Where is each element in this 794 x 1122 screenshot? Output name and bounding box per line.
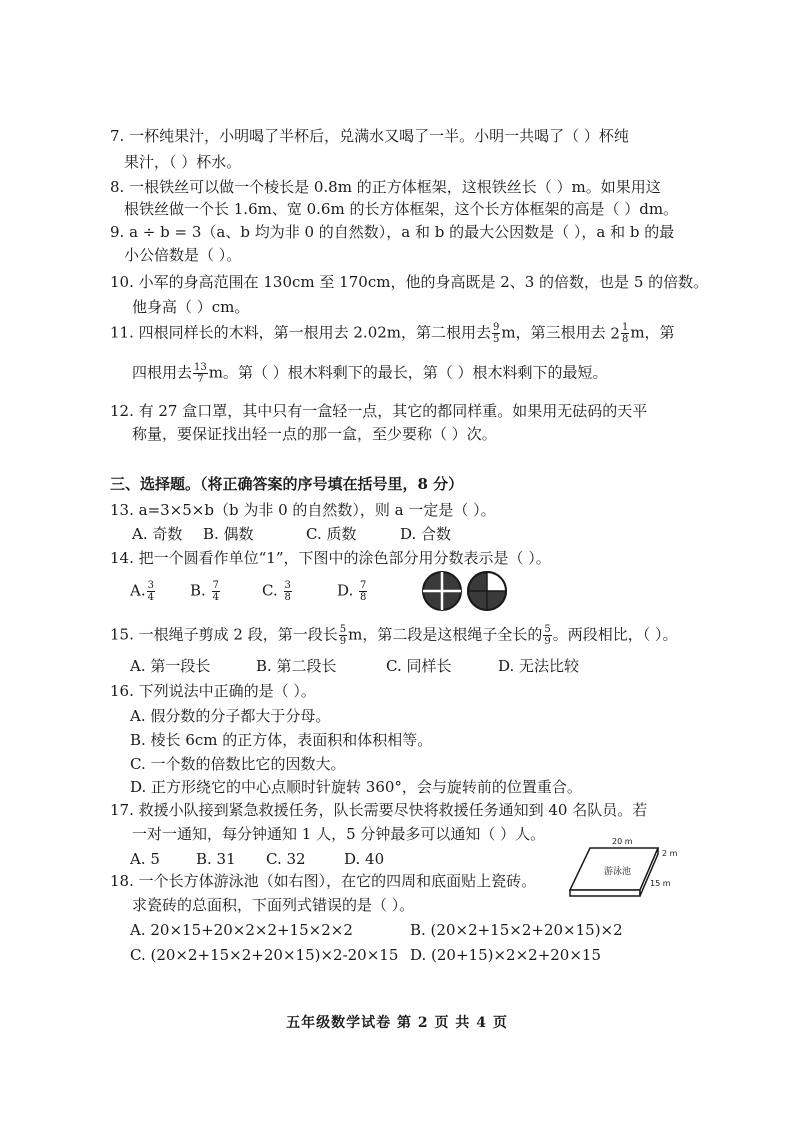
q8-line1: 8. 一根铁丝可以做一个棱长是 0.8m 的正方体框架，这根铁丝长（ ）m。如果用这 xyxy=(110,178,661,196)
fraction-denominator: 8 xyxy=(621,334,629,345)
q11-text-e: m。第（ ）根木料剩下的最长，第（ ）根木料剩下的最短。 xyxy=(208,363,608,382)
q14-stem: 14. 把一个圆看作单位“1”，下图中的涂色部分用分数表示是（ ）。 xyxy=(110,549,551,567)
option-label: C. xyxy=(262,581,278,600)
pool-label: 游泳池 xyxy=(604,867,632,877)
q16-option-d: D. 正方形绕它的中心点顺时针旋转 360°，会与旋转前的位置重合。 xyxy=(130,778,582,796)
q15-text-a: 15. 一根绳子剪成 2 段，第一段长 xyxy=(110,625,338,644)
q17-line2: 一对一通知，每分钟通知 1 人，5 分钟最多可以通知（ ）人。 xyxy=(132,825,546,843)
q18-line2: 求瓷砖的总面积，下面列式错误的是（ ）。 xyxy=(132,896,415,914)
q15-fraction-2 xyxy=(543,624,551,647)
q15-option-c: C. 同样长 xyxy=(386,657,452,675)
fraction-numerator: 13 xyxy=(194,362,207,373)
fraction-denominator: 8 xyxy=(360,592,367,603)
q7-line2: 果汁，（ ）杯水。 xyxy=(124,153,242,171)
option-fraction xyxy=(212,580,220,603)
q12-line1: 12. 有 27 盒口罩，其中只有一盒轻一点，其它的都同样重。如果用无砝码的天平 xyxy=(110,402,648,420)
q15-text-b: m，第二段是这根绳子全长的 xyxy=(348,625,543,644)
q15-option-a: A. 第一段长 xyxy=(130,657,211,675)
fraction-denominator: 4 xyxy=(147,592,154,603)
q18-option-b: B. (20×2+15×2+20×15)×2 xyxy=(410,921,623,939)
q8-line2: 根铁丝做一个长 1.6m、宽 0.6m 的长方体框架，这个长方体框架的高是（ ）dm。 xyxy=(124,200,679,218)
q18-option-a: A. 20×15+20×2×2+15×2×2 xyxy=(130,921,353,939)
q13-option-a: A. 奇数 xyxy=(132,525,183,543)
q13-stem: 13. a=3×5×b（b 为非 0 的自然数），则 a 一定是（ ）。 xyxy=(110,501,496,519)
fraction-numerator: 5 xyxy=(339,624,347,635)
q13-option-d: D. 合数 xyxy=(400,525,452,543)
q14-option-c xyxy=(262,580,293,603)
circle-full-shaded xyxy=(423,572,461,610)
q17-option-c: C. 32 xyxy=(266,850,306,868)
fraction-numerator: 3 xyxy=(147,580,154,591)
q11-text-a: 11. 四根同样长的木料，第一根用去 2.02m，第二根用去 xyxy=(110,323,492,342)
q15-stem xyxy=(110,624,677,647)
q16-stem: 16. 下列说法中正确的是（ ）。 xyxy=(110,682,316,700)
q11-text-b: m，第三根用去 xyxy=(501,323,611,342)
q14-option-d xyxy=(337,580,368,603)
q16-option-b: B. 棱长 6cm 的正方体，表面积和体积相等。 xyxy=(130,731,433,749)
fraction-denominator: 8 xyxy=(284,592,291,603)
fraction-denominator: 4 xyxy=(212,592,219,603)
section-3-heading: 三、选择题。（将正确答案的序号填在括号里，8 分） xyxy=(110,475,464,493)
q11-text-d: 四根用去 xyxy=(132,363,193,382)
q13-option-c: C. 质数 xyxy=(306,525,357,543)
swimming-pool-figure xyxy=(560,834,690,914)
q14-circles-figure xyxy=(420,568,510,614)
q16-option-c: C. 一个数的倍数比它的因数大。 xyxy=(130,755,346,773)
fraction-numerator: 7 xyxy=(212,580,219,591)
q17-option-a: A. 5 xyxy=(130,850,160,868)
q18-option-c: C. (20×2+15×2+20×15)×2-20×15 xyxy=(130,946,399,964)
q15-option-d: D. 无法比较 xyxy=(498,657,580,675)
q11-mixed-whole: 2 xyxy=(610,324,620,343)
q17-option-d: D. 40 xyxy=(344,850,385,868)
option-label: B. xyxy=(190,581,206,600)
q10-line1: 10. 小军的身高范围在 130cm 至 170cm，他的身高既是 2、3 的倍数，也是 5 的倍数。 xyxy=(110,273,709,291)
q14-option-a xyxy=(130,580,156,603)
fraction-numerator: 9 xyxy=(493,322,500,333)
fraction-numerator: 7 xyxy=(360,580,367,591)
q11-fraction-1 xyxy=(492,322,500,345)
q18-line1: 18. 一个长方体游泳池（如右图），在它的四周和底面贴上瓷砖。 xyxy=(110,872,537,890)
fraction-denominator: 7 xyxy=(197,374,204,385)
q7-line1: 7. 一杯纯果汁，小明喝了半杯后，兑满水又喝了一半。小明一共喝了（ ）杯纯 xyxy=(110,127,629,145)
fraction-denominator: 5 xyxy=(493,334,500,345)
q11-text-c: m，第 xyxy=(630,323,675,342)
q15-fraction-1 xyxy=(339,624,347,647)
pool-height-label: 2 m xyxy=(662,849,678,858)
option-fraction xyxy=(284,580,292,603)
q15-text-c: 。两段相比，（ ）。 xyxy=(552,625,678,644)
circle-three-quarter-shaded xyxy=(468,572,506,610)
q15-option-b: B. 第二段长 xyxy=(256,657,337,675)
q11-line2 xyxy=(132,362,608,385)
fraction-numerator: 1 xyxy=(621,322,629,333)
q11-fraction-3 xyxy=(193,362,208,385)
option-fraction xyxy=(359,580,367,603)
pool-length-label: 20 m xyxy=(612,837,633,846)
fraction-denominator: 9 xyxy=(339,636,347,647)
q16-option-a: A. 假分数的分子都大于分母。 xyxy=(130,707,331,725)
option-label: D. xyxy=(337,581,354,600)
fraction-numerator: 3 xyxy=(284,580,291,591)
q14-option-b xyxy=(190,580,221,603)
q12-line2: 称量，要保证找出轻一点的那一盒，至少要称（ ）次。 xyxy=(132,425,497,443)
page-footer: 五年级数学试卷 第 2 页 共 4 页 xyxy=(286,1015,508,1031)
q11-fraction-2 xyxy=(621,322,629,345)
q18-option-d: D. (20+15)×2×2+20×15 xyxy=(410,946,602,964)
q13-option-b: B. 偶数 xyxy=(203,525,254,543)
fraction-denominator: 9 xyxy=(544,636,551,647)
q9-line2: 小公倍数是（ ）。 xyxy=(124,246,242,264)
option-label: A. xyxy=(130,581,146,600)
q17-option-b: B. 31 xyxy=(196,850,236,868)
option-fraction xyxy=(147,580,155,603)
fraction-numerator: 5 xyxy=(544,624,551,635)
q11-line1 xyxy=(110,322,675,345)
q10-line2: 他身高（ ）cm。 xyxy=(132,298,250,316)
q17-line1: 17. 救援小队接到紧急救援任务，队长需要尽快将救援任务通知到 40 名队员。若 xyxy=(110,801,648,819)
q9-line1: 9. a ÷ b = 3（a、b 均为非 0 的自然数），a 和 b 的最大公因数是（ ），a 和 b 的最 xyxy=(110,223,675,241)
pool-width-label: 15 m xyxy=(650,879,671,888)
